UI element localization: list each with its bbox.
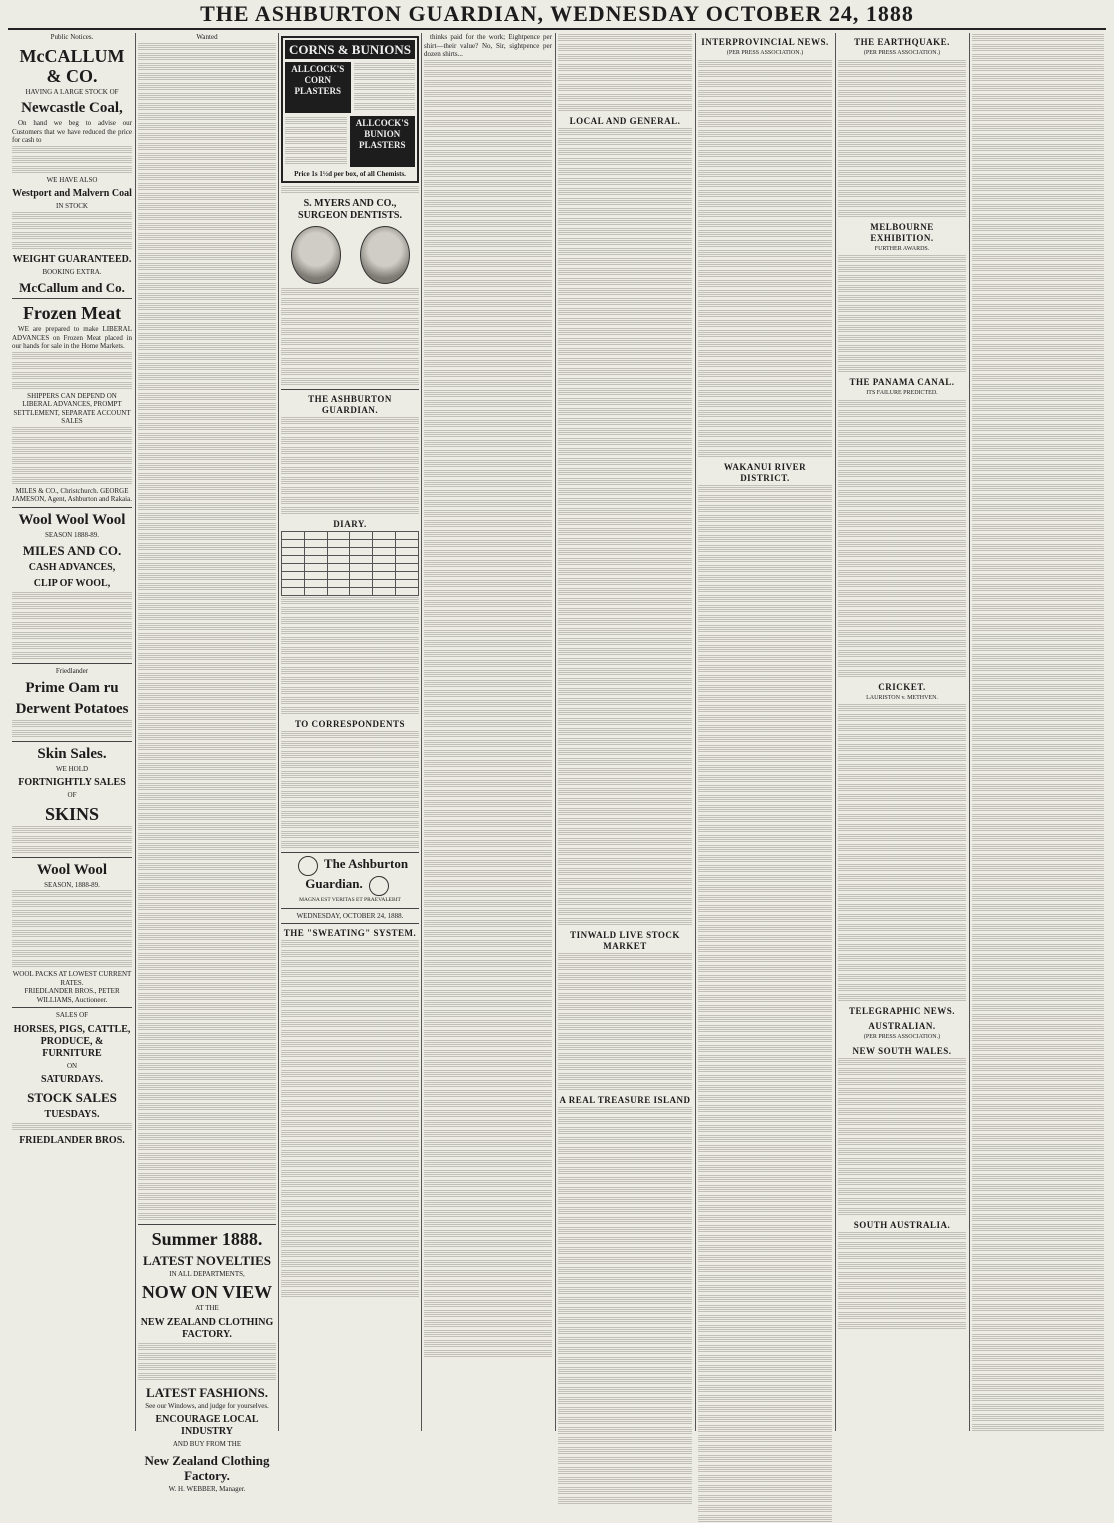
ad-heading: New Zealand Clothing Factory.: [144, 1452, 270, 1483]
ad-subheading: AND BUY FROM THE: [172, 1440, 242, 1448]
column-divider: [969, 33, 970, 1431]
ad-heading: McCallum and Co.: [19, 280, 125, 295]
ad-subheading: SEASON 1888-89.: [44, 530, 100, 539]
article-heading: AUSTRALIAN.: [868, 1021, 936, 1031]
ad-subheading: ON: [66, 1061, 78, 1070]
ad-heading: SATURDAYS.: [41, 1074, 103, 1085]
ad-heading: Wool Wool: [36, 861, 108, 878]
ad-subheading: AT THE: [195, 1304, 219, 1312]
column-6: [698, 33, 832, 1431]
column-7: [838, 33, 966, 1431]
ad-heading: Summer 1888.: [151, 1228, 263, 1249]
article-heading: INTERPROVINCIAL NEWS.: [701, 37, 829, 47]
ad-heading: LATEST NOVELTIES: [142, 1252, 272, 1268]
diary-table: [281, 531, 419, 596]
ad-heading: Westport and Malvern Coal: [12, 188, 132, 199]
article-heading: THE EARTHQUAKE.: [854, 37, 950, 47]
paper-title: The Ashburton Guardian.: [305, 855, 409, 891]
dentist-illustration: [281, 226, 419, 284]
section-heading: TO CORRESPONDENTS: [294, 718, 406, 729]
corns-advert: [281, 36, 419, 183]
ad-subheading: BOOKING EXTRA.: [42, 267, 102, 276]
column-5: [558, 33, 692, 1431]
ad-signature: FRIEDLANDER BROS., PETER WILLIAMS, Auctioneer.: [24, 987, 120, 1004]
article-heading: TINWALD LIVE STOCK MARKET: [570, 930, 680, 951]
ad-heading: WEIGHT GUARANTEED.: [12, 253, 132, 265]
article-heading: TELEGRAPHIC NEWS.: [848, 1006, 956, 1016]
ad-price: Price 1s 1½d per box, of all Chemists.: [294, 170, 406, 178]
ad-subheading: See our Windows, and judge for yourselves.: [145, 1401, 269, 1410]
article-heading: THE "SWEATING" SYSTEM.: [283, 928, 417, 939]
ad-subheading: SHIPPERS CAN DEPEND ON LIBERAL ADVANCES, PROMPT SETTLEMENT, SEPARATE ACCOUNT SALES: [13, 391, 131, 425]
product-label: ALLCOCK'S CORN PLASTERS: [285, 62, 351, 113]
article-heading: A REAL TREASURE ISLAND: [559, 1095, 691, 1105]
column-divider: [555, 33, 556, 1431]
ad-subheading: SEASON, 1888-89.: [44, 880, 100, 889]
article-heading: WAKANUI RIVER DISTRICT.: [723, 461, 807, 483]
ad-heading: Prime Oam ru: [25, 679, 119, 696]
article-subheading: LAURISTON v. METHVEN.: [866, 694, 938, 701]
article-subheading: (PER PRESS ASSOCIATION.): [863, 50, 941, 56]
crest-icon: [369, 876, 389, 896]
ad-heading: TUESDAYS.: [44, 1109, 100, 1120]
section-heading: DIARY.: [333, 518, 367, 529]
article-subheading: ITS FAILURE PREDICTED.: [866, 390, 938, 396]
product-label: ALLCOCK'S BUNION PLASTERS: [350, 116, 416, 167]
masthead: THE ASHBURTON GUARDIAN, WEDNESDAY OCTOBER 24, 1888: [200, 1, 914, 26]
ad-heading: STOCK SALES: [27, 1090, 117, 1105]
ad-subheading: IN ALL DEPARTMENTS,: [169, 1269, 245, 1278]
ad-subheading: IN STOCK: [56, 202, 88, 210]
column-8: [972, 33, 1104, 1431]
ad-text: WE are prepared to make LIBERAL ADVANCES on Frozen Meat placed in our hands for sale in the Home Markets.: [12, 325, 132, 350]
ad-signature: W. H. WEBBER, Manager.: [168, 1484, 246, 1493]
ad-subheading: HAVING A LARGE STOCK OF: [25, 87, 119, 96]
ad-heading: Skin Sales.: [37, 745, 107, 762]
ad-heading: SKINS: [44, 803, 100, 824]
column-divider: [421, 33, 422, 1431]
ad-signature: MILES & CO., Christchurch. GEORGE JAMESON, Agent, Ashburton and Rakaia.: [12, 486, 132, 503]
ad-subheading: SALES OF: [55, 1011, 89, 1019]
crest-icon: [298, 856, 318, 876]
ad-heading: FORTNIGHTLY SALES: [18, 777, 126, 788]
ad-heading: McCALLUM & CO.: [19, 45, 125, 86]
column-divider: [695, 33, 696, 1431]
paper-motto: MAGNA EST VERITAS ET PRAEVALEBIT: [299, 897, 401, 904]
column-divider: [278, 33, 279, 1431]
ad-heading: Frozen Meat: [22, 303, 122, 323]
article-subheading: FURTHER AWARDS.: [874, 245, 930, 252]
ad-heading: CLIP OF WOOL,: [33, 578, 111, 589]
article-subheading: (PER PRESS ASSOCIATION.): [726, 50, 804, 56]
ad-text: On hand we beg to advise our Customers that we have reduced the price for cash to: [12, 119, 132, 144]
ad-heading: HORSES, PIGS, CATTLE, PRODUCE, & FURNITURE: [13, 1023, 131, 1059]
column-3: [281, 33, 419, 1431]
ad-heading: S. MYERS AND CO., SURGEON DENTISTS.: [298, 197, 402, 221]
column-4: [424, 33, 552, 1431]
ad-heading: LATEST FASHIONS.: [145, 1384, 269, 1400]
ad-heading: ENCOURAGE LOCAL INDUSTRY: [155, 1414, 259, 1437]
ad-subheading: WE HOLD: [55, 764, 89, 773]
ad-subheading: WE HAVE ALSO: [46, 175, 98, 184]
ad-subheading: WOOL PACKS AT LOWEST CURRENT RATES.: [12, 970, 132, 987]
ad-heading: CORNS & BUNIONS: [285, 40, 415, 59]
column-1: [12, 33, 132, 1431]
ad-heading: FRIEDLANDER BROS.: [19, 1135, 125, 1146]
section-label: Wanted: [196, 33, 218, 41]
section-heading: THE ASHBURTON GUARDIAN.: [308, 393, 392, 415]
article-heading: NEW SOUTH WALES.: [852, 1045, 952, 1056]
article-subheading: (PER PRESS ASSOCIATION.): [863, 1034, 941, 1040]
ad-subheading: Friedlander: [55, 667, 89, 675]
column-divider: [835, 33, 836, 1431]
ad-heading: CASH ADVANCES,: [28, 562, 116, 573]
article-heading: THE PANAMA CANAL.: [849, 377, 955, 387]
column-divider: [135, 33, 136, 1431]
ad-heading: MILES AND CO.: [22, 543, 122, 558]
column-2: [138, 33, 276, 1493]
ad-heading: Wool Wool Wool: [18, 511, 126, 528]
ad-heading: NOW ON VIEW: [141, 1282, 273, 1302]
article-heading: MELBOURNE EXHIBITION.: [870, 221, 934, 243]
ad-heading: NEW ZEALAND CLOTHING FACTORY.: [140, 1316, 274, 1340]
article-text: thinks paid for the work; Eightpence per shirt—their value? No, Sir, sightpence per dozen shirts...: [424, 33, 552, 58]
article-heading: CRICKET.: [878, 681, 926, 692]
masthead-rule: [8, 28, 1106, 30]
date-line: WEDNESDAY, OCTOBER 24, 1888.: [296, 911, 404, 920]
article-heading: LOCAL AND GENERAL.: [569, 116, 681, 126]
section-label: Public Notices.: [50, 33, 94, 41]
ad-heading: Derwent Potatoes: [15, 700, 129, 717]
ad-subheading: OF: [67, 791, 77, 799]
ad-heading: Newcastle Coal,: [21, 100, 123, 116]
article-heading: SOUTH AUSTRALIA.: [853, 1219, 951, 1230]
